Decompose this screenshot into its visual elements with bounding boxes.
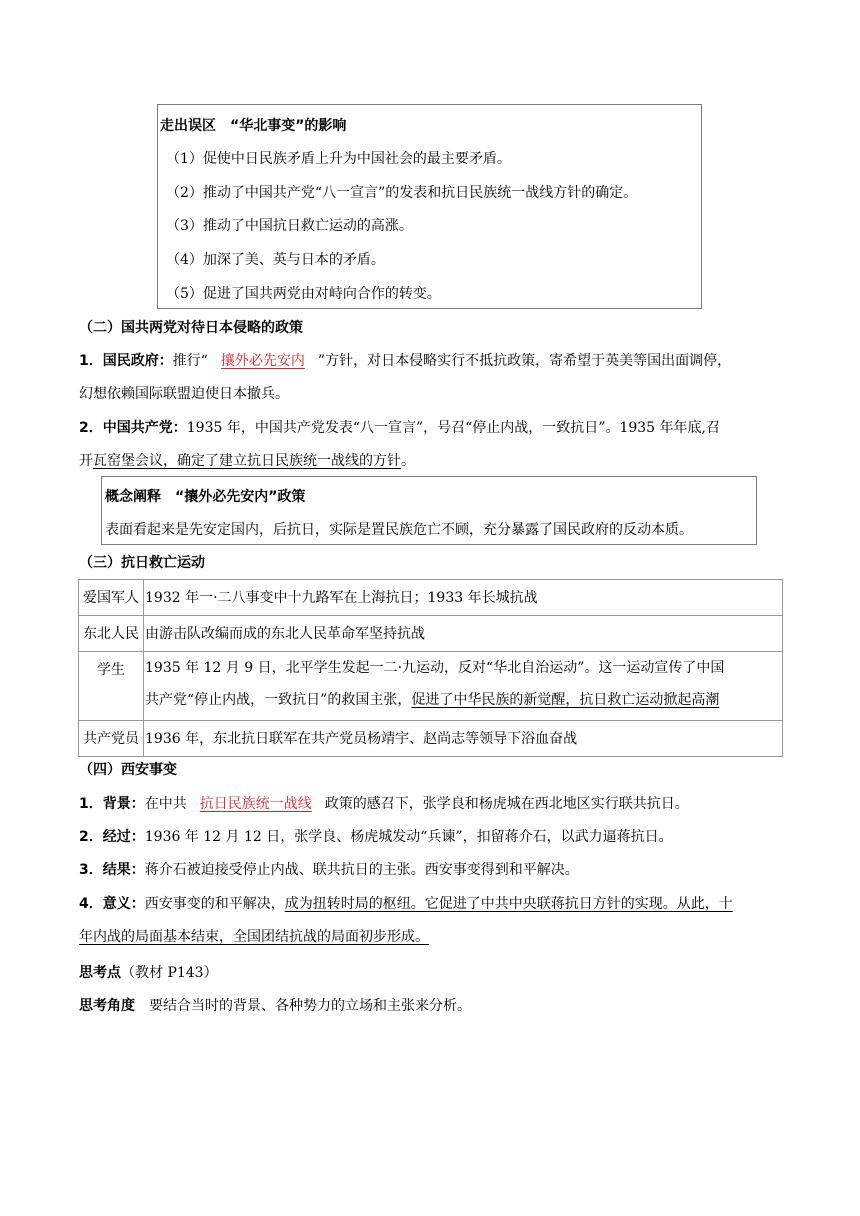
table-row-value: 1932 年一·二八事变中十九路军在上海抗日；1933 年长城抗战	[144, 580, 783, 616]
concept-text: 表面看起来是先安定国内，后抗日，实际是置民族危亡不顾，充分暴露了国民政府的反动本质。	[105, 522, 693, 538]
misconception-item-1: （1）促使中日民族矛盾上升为中国社会的最主要矛盾。	[166, 151, 511, 167]
concept-title: 概念阐释 “攘外必先安内”政策	[105, 489, 306, 505]
misconception-box	[157, 104, 702, 309]
xian-significance-line-1: 4．意义：西安事变的和平解决，成为扭转时局的枢纽。它促进了中共中央联蒋抗日方针的实现。从此，十	[79, 896, 733, 912]
misconception-item-2: （2）推动了中国共产党“八一宣言”的发表和抗日民族统一战线方针的确定。	[166, 185, 638, 201]
table-row-value: 1936 年，东北抗日联军在共产党员杨靖宇、赵尚志等领导下浴血奋战	[144, 721, 783, 757]
cpc-policy-line-1: 2．中国共产党：1935 年，中国共产党发表“八一宣言”，号召“停止内战，一致抗日”。1935 年年底,召	[79, 420, 720, 436]
think-angle: 思考角度 要结合当时的背景、各种势力的立场和主张来分析。	[79, 998, 471, 1014]
kmt-policy-line-2: 幻想依赖国际联盟迫使日本撤兵。	[79, 386, 289, 402]
table-row-key: 共产党员	[79, 721, 144, 757]
section-4-heading: （四）西安事变	[79, 762, 177, 778]
table-row-key: 学生	[79, 652, 144, 721]
cpc-policy-line-2: 开瓦窑堡会议，确定了建立抗日民族统一战线的方针。	[79, 453, 415, 469]
think-point: 思考点（教材 P143）	[79, 965, 218, 981]
table-row-value: 1935 年 12 月 9 日，北平学生发起一二·九运动，反对“华北自治运动”。这一运动宣传了中国 共产党“停止内战，一致抗日”的救国主张，促进了中华民族的新觉醒，抗日救亡运动掀起高潮	[144, 652, 783, 721]
xian-significance-line-2: 年内战的局面基本结束，全国团结抗战的局面初步形成。	[79, 929, 429, 945]
table-row-key: 爱国军人	[79, 580, 144, 616]
misconception-item-3: （3）推动了中国抗日救亡运动的高涨。	[166, 218, 413, 234]
table-row-value: 由游击队改编而成的东北人民革命军坚持抗战	[144, 616, 783, 652]
xian-result: 3．结果：蒋介石被迫接受停止内战、联共抗日的主张。西安事变得到和平解决。	[79, 862, 579, 878]
xian-background: 1．背景：在中共 抗日民族统一战线 政策的感召下，张学良和杨虎城在西北地区实行联共抗日。	[79, 793, 689, 813]
misconception-title: 走出误区 “华北事变”的影响	[160, 118, 347, 134]
concept-box	[101, 476, 757, 545]
table-row	[79, 580, 783, 616]
section-3-heading: （三）抗日救亡运动	[79, 555, 205, 571]
table-row	[79, 616, 783, 652]
misconception-item-5: （5）促进了国共两党由对峙向合作的转变。	[166, 286, 441, 302]
table-row-key: 东北人民	[79, 616, 144, 652]
table-row	[79, 652, 783, 721]
section-2-heading: （二）国共两党对待日本侵略的政策	[79, 320, 303, 336]
xian-background-blank: 抗日民族统一战线	[199, 796, 312, 812]
kmt-policy-line-1: 1．国民政府：推行“ 攘外必先安内 ”方针，对日本侵略实行不抵抗政策，寄希望于英美等国出面调停，	[79, 350, 731, 370]
kmt-policy-blank: 攘外必先安内	[220, 353, 305, 369]
table-row	[79, 721, 783, 757]
resistance-movement-table	[78, 579, 783, 757]
xian-process: 2．经过：1936 年 12 月 12 日，张学良、杨虎城发动“兵谏”，扣留蒋介石，以武力逼蒋抗日。	[79, 829, 673, 845]
misconception-item-4: （4）加深了美、英与日本的矛盾。	[166, 252, 385, 268]
